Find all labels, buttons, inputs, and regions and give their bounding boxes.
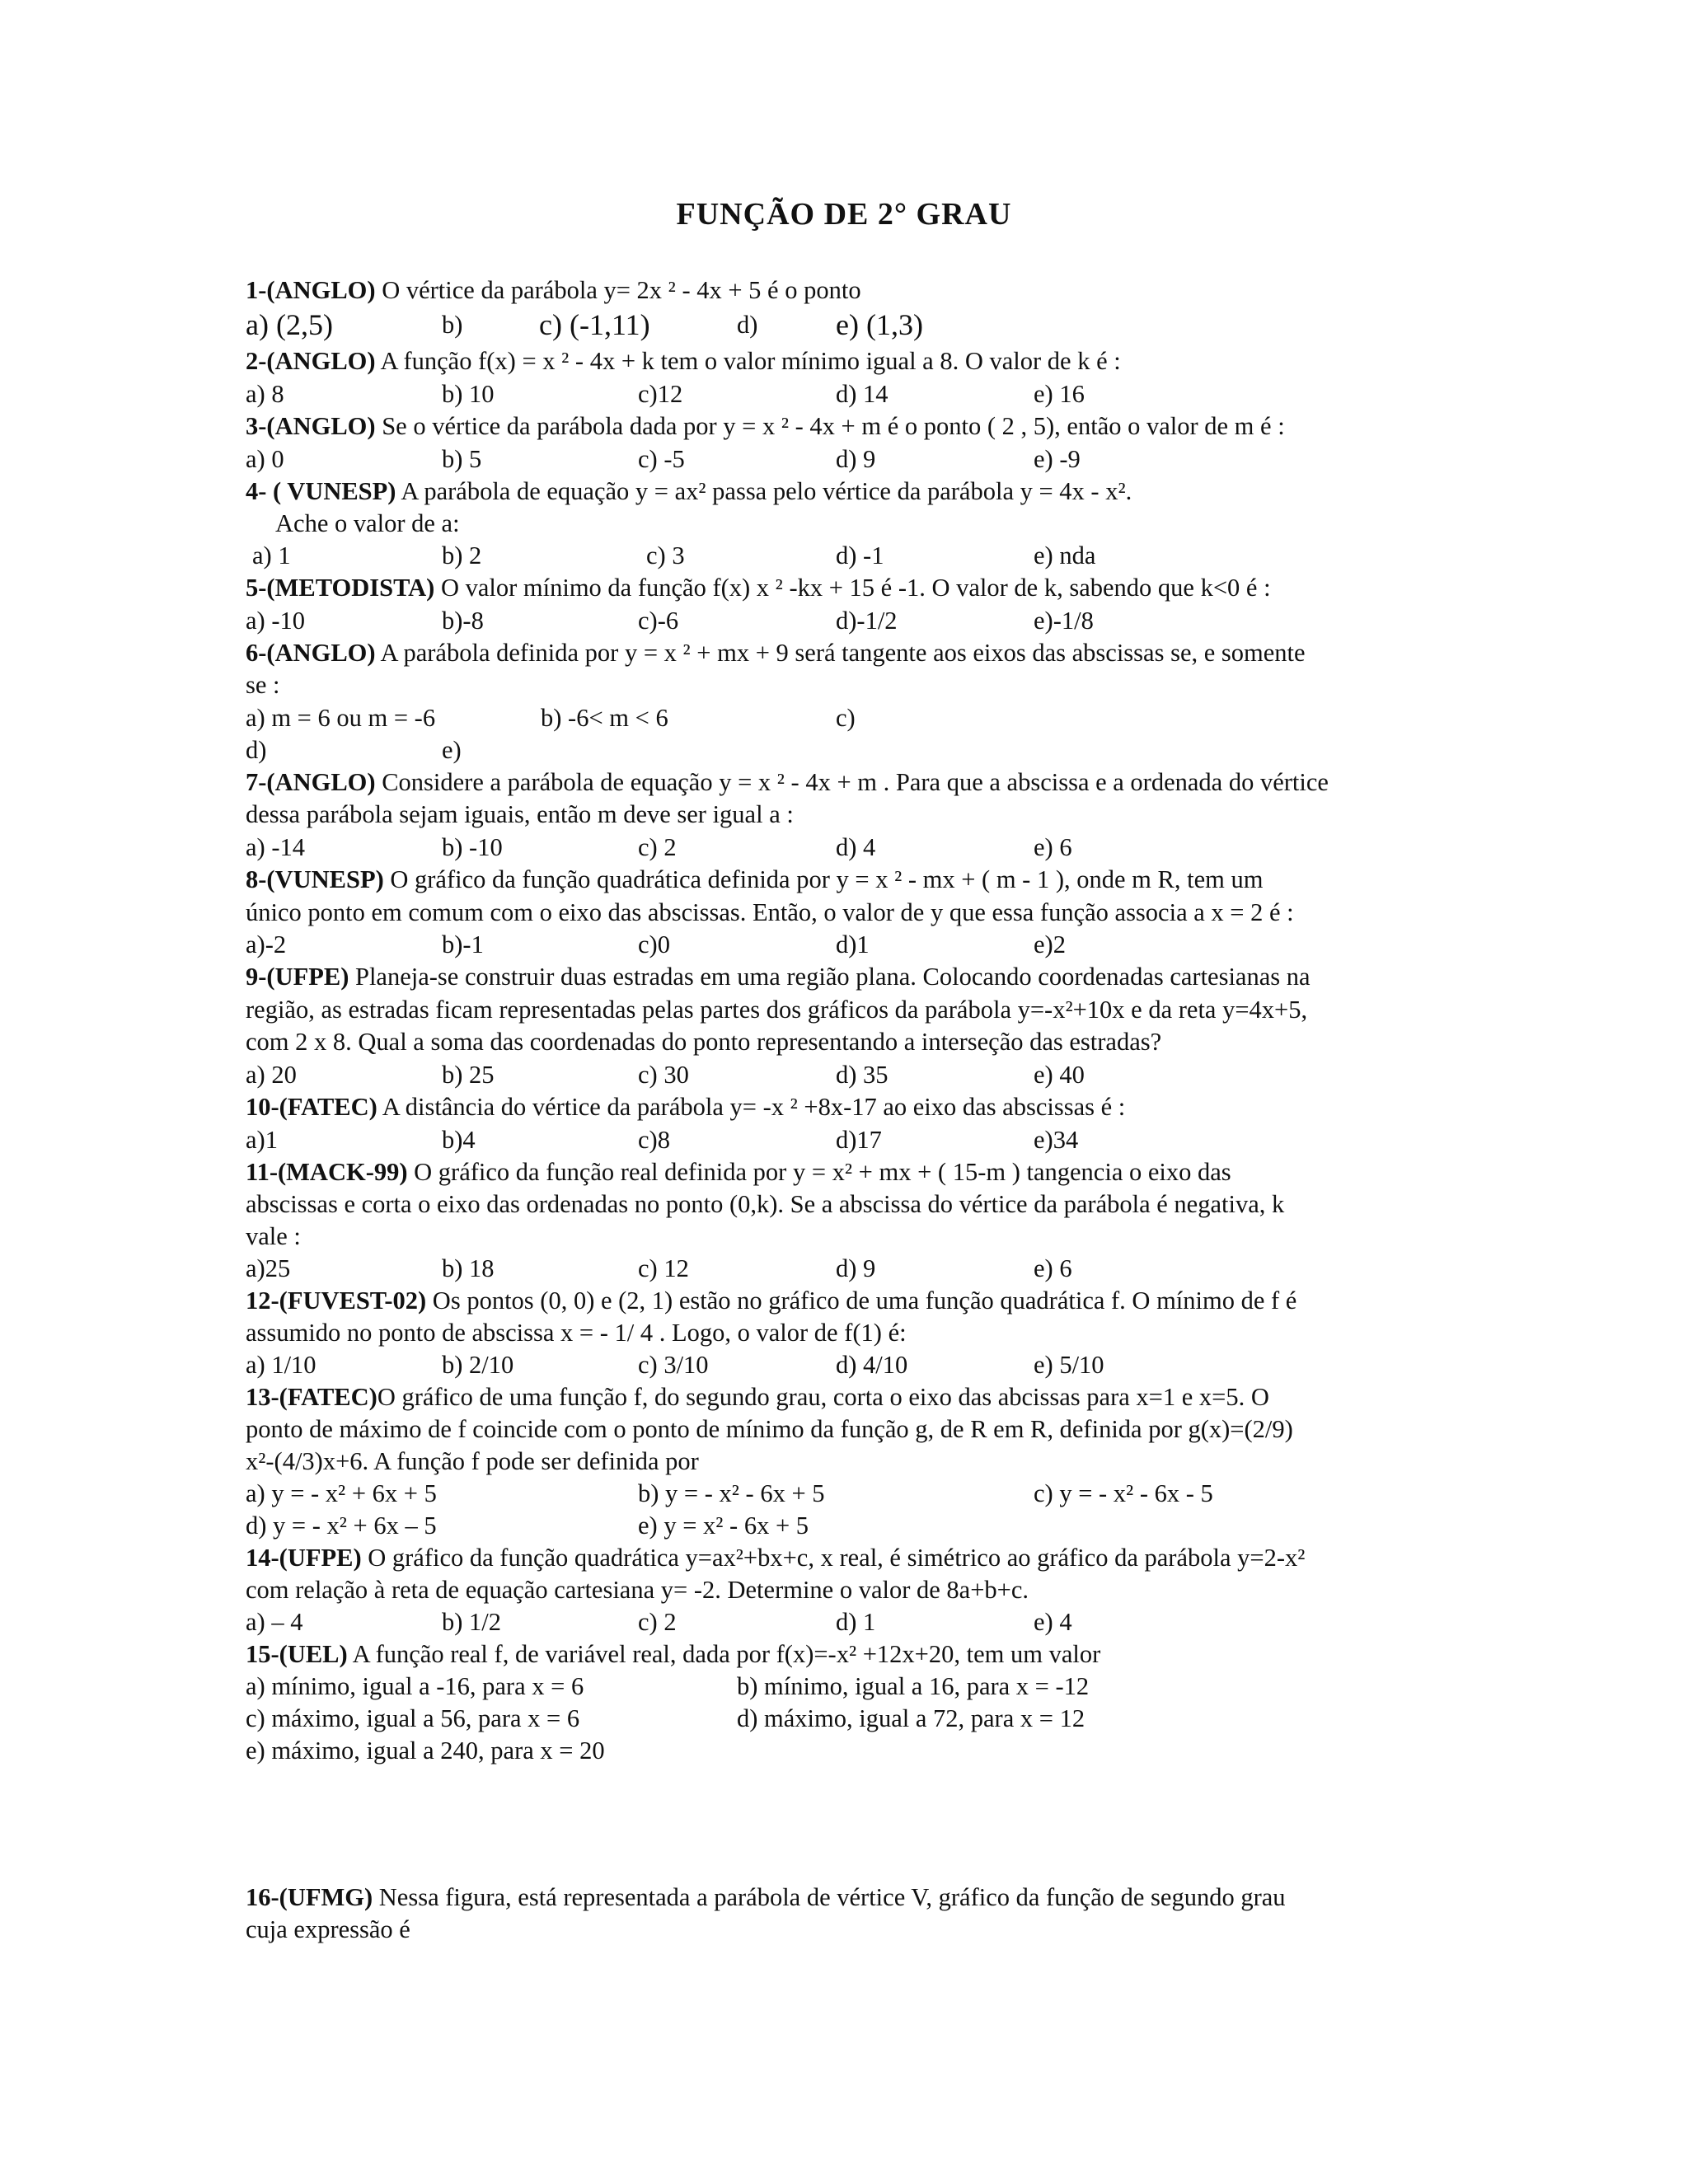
question-label: 10-(FATEC) — [246, 1093, 377, 1121]
option-d: d) — [737, 311, 758, 339]
option-d: d) 4 — [836, 833, 876, 861]
question-label: 14-(UFPE) — [246, 1544, 362, 1572]
question-text: Considere a parábola de equação y = x ² - 4x + m . Para que a abscissa e a ordenada do vértice — [375, 768, 1329, 796]
option-d: d)-1/2 — [836, 607, 898, 635]
question-13-line-3: x²-(4/3)x+6. A função f pode ser definida por — [246, 1447, 699, 1475]
question-text: A parábola definida por y = x ² + mx + 9 será tangente aos eixos das abscissas se, e somente — [375, 639, 1306, 667]
option-b: b) -10 — [442, 833, 503, 861]
question-text: O gráfico de uma função f, do segundo grau, corta o eixo das abcissas para x=1 e x=5. O — [377, 1383, 1269, 1411]
question-label: 9-(UFPE) — [246, 963, 349, 991]
question-7-line-2: dessa parábola sejam iguais, então m deve ser igual a : — [246, 800, 794, 828]
option-c: c) máximo, igual a 56, para x = 6 — [246, 1704, 580, 1732]
option-e: e) 5/10 — [1034, 1351, 1104, 1379]
question-9-line-3: com 2 x 8. Qual a soma das coordenadas do ponto representando a interseção das estradas? — [246, 1028, 1162, 1056]
option-a: a) 1/10 — [246, 1351, 316, 1379]
option-a: a) 8 — [246, 380, 284, 408]
option-e: e) y = x² - 6x + 5 — [638, 1511, 809, 1540]
page-title: FUNÇÃO DE 2° GRAU — [676, 197, 1012, 232]
option-e: e) 16 — [1034, 380, 1085, 408]
question-text: O gráfico da função quadrática definida por y = x ² - mx + ( m - 1 ), onde m R, tem um — [383, 865, 1264, 893]
option-b: b) y = - x² - 6x + 5 — [638, 1479, 825, 1507]
option-b: b)-1 — [442, 930, 484, 958]
option-b: b) 18 — [442, 1254, 495, 1282]
question-text: O gráfico da função quadrática y=ax²+bx+c, x real, é simétrico ao gráfico da parábola y=2-x² — [361, 1544, 1306, 1572]
question-7 — [246, 766, 1432, 798]
option-c: c) 12 — [638, 1254, 689, 1282]
option-a: a) (2,5) — [246, 308, 333, 341]
option-c: c) 30 — [638, 1061, 689, 1089]
option-d: d) — [246, 736, 267, 764]
question-4-line-2: Ache o valor de a: — [275, 509, 460, 537]
question-9-line-2: região, as estradas ficam representadas pelas partes dos gráficos da parábola y=-x²+10x e da reta y=4x+5, — [246, 996, 1308, 1024]
option-e: e) 6 — [1034, 833, 1072, 861]
question-label: 12-(FUVEST-02) — [246, 1286, 427, 1315]
question-13 — [246, 1381, 1432, 1413]
option-c: c) — [836, 704, 856, 732]
question-14-line-2: com relação à reta de equação cartesiana y= -2. Determine o valor de 8a+b+c. — [246, 1576, 1029, 1604]
question-2 — [246, 345, 1432, 377]
option-e: e) (1,3) — [836, 308, 923, 341]
option-b: b) 25 — [442, 1061, 495, 1089]
question-text: A distância do vértice da parábola y= -x ² +8x-17 ao eixo das abscissas é : — [377, 1093, 1126, 1121]
option-c: c)-6 — [638, 607, 679, 635]
option-b: b) -6< m < 6 — [541, 704, 668, 732]
question-12 — [246, 1285, 1432, 1316]
question-1 — [246, 274, 1432, 306]
option-e: e)-1/8 — [1034, 607, 1094, 635]
option-e: e) nda — [1034, 541, 1096, 569]
question-text: O gráfico da função real definida por y = x² + mx + ( 15-m ) tangencia o eixo das — [407, 1158, 1231, 1186]
option-a: a) 20 — [246, 1061, 297, 1089]
question-label: 13-(FATEC) — [246, 1383, 377, 1411]
question-text: Os pontos (0, 0) e (2, 1) estão no gráfico de uma função quadrática f. O mínimo de f é — [426, 1286, 1297, 1315]
question-4 — [246, 476, 1432, 507]
question-9 — [246, 961, 1432, 992]
question-label: 6-(ANGLO) — [246, 639, 376, 667]
question-label: 11-(MACK-99) — [246, 1158, 408, 1186]
option-b: b) 2 — [442, 541, 482, 569]
option-a: a)25 — [246, 1254, 291, 1282]
option-c: c) 3 — [646, 541, 685, 569]
option-e: e) -9 — [1034, 445, 1081, 473]
option-c: c) 3/10 — [638, 1351, 709, 1379]
question-14 — [246, 1542, 1432, 1573]
option-d: d) 14 — [836, 380, 889, 408]
question-8 — [246, 864, 1432, 895]
option-a: a) m = 6 ou m = -6 — [246, 704, 436, 732]
question-text: A função real f, de variável real, dada por f(x)=-x² +12x+20, tem um valor — [347, 1640, 1101, 1668]
question-5 — [246, 572, 1432, 603]
question-label: 3-(ANGLO) — [246, 412, 376, 440]
question-label: 7-(ANGLO) — [246, 768, 376, 796]
question-label: 2-(ANGLO) — [246, 347, 376, 375]
option-d: d) 4/10 — [836, 1351, 908, 1379]
option-b: b) 5 — [442, 445, 482, 473]
option-a: a) – 4 — [246, 1608, 303, 1636]
question-16 — [246, 1882, 1432, 1913]
option-c: c)12 — [638, 380, 683, 408]
option-c: c)8 — [638, 1126, 670, 1154]
option-a: a) y = - x² + 6x + 5 — [246, 1479, 437, 1507]
question-label: 4- ( VUNESP) — [246, 477, 396, 505]
option-e: e) 4 — [1034, 1608, 1072, 1636]
option-d: d) y = - x² + 6x – 5 — [246, 1511, 437, 1540]
option-a: a)-2 — [246, 930, 287, 958]
question-12-line-2: assumido no ponto de abscissa x = - 1/ 4 . Logo, o valor de f(1) é: — [246, 1319, 907, 1347]
option-d: d) 35 — [836, 1061, 889, 1089]
option-b: b) 2/10 — [442, 1351, 514, 1379]
option-a: a) mínimo, igual a -16, para x = 6 — [246, 1672, 584, 1700]
option-a: a)1 — [246, 1126, 278, 1154]
question-10 — [246, 1091, 1432, 1122]
option-d: d) -1 — [836, 541, 884, 569]
option-e: e)2 — [1034, 930, 1066, 958]
option-c: c) y = - x² - 6x - 5 — [1034, 1479, 1213, 1507]
question-11-line-3: vale : — [246, 1222, 301, 1250]
option-a: a) 1 — [252, 541, 291, 569]
question-8-line-2: único ponto em comum com o eixo das abscissas. Então, o valor de y que essa função associa a x = 2 é : — [246, 898, 1294, 926]
question-6 — [246, 637, 1432, 668]
option-e: e) máximo, igual a 240, para x = 20 — [246, 1736, 605, 1765]
question-11 — [246, 1156, 1432, 1188]
option-d: d) máximo, igual a 72, para x = 12 — [737, 1704, 1085, 1732]
question-3 — [246, 410, 1432, 442]
option-a: a) -10 — [246, 607, 305, 635]
question-text: Se o vértice da parábola dada por y = x ² - 4x + m é o ponto ( 2 , 5), então o valor de m é : — [375, 412, 1285, 440]
question-text: Planeja-se construir duas estradas em uma região plana. Colocando coordenadas cartesianas na — [349, 963, 1311, 991]
option-e: e)34 — [1034, 1126, 1079, 1154]
option-e: e) 40 — [1034, 1061, 1085, 1089]
question-label: 16-(UFMG) — [246, 1883, 373, 1911]
option-a: a) 0 — [246, 445, 284, 473]
question-16-line-2: cuja expressão é — [246, 1915, 410, 1943]
option-e: e) — [442, 736, 462, 764]
question-13-line-2: ponto de máximo de f coincide com o ponto de mínimo da função g, de R em R, definida por g(x)=(2/9) — [246, 1415, 1293, 1443]
option-c: c) 2 — [638, 833, 677, 861]
question-label: 5-(METODISTA) — [246, 574, 435, 602]
option-b: b) 10 — [442, 380, 495, 408]
question-text: A função f(x) = x ² - 4x + k tem o valor mínimo igual a 8. O valor de k é : — [375, 347, 1121, 375]
question-15 — [246, 1638, 1432, 1670]
option-b: b) — [442, 311, 463, 339]
question-text: A parábola de equação y = ax² passa pelo vértice da parábola y = 4x - x². — [396, 477, 1132, 505]
question-label: 1-(ANGLO) — [246, 276, 376, 304]
option-d: d) 9 — [836, 445, 876, 473]
option-b: b) 1/2 — [442, 1608, 502, 1636]
option-d: d) 1 — [836, 1608, 876, 1636]
option-b: b) mínimo, igual a 16, para x = -12 — [737, 1672, 1090, 1700]
option-d: d)1 — [836, 930, 870, 958]
question-11-line-2: abscissas e corta o eixo das ordenadas no ponto (0,k). Se a abscissa do vértice da parábola é negativa, k — [246, 1190, 1285, 1218]
question-label: 15-(UEL) — [246, 1640, 348, 1668]
option-c: c)0 — [638, 930, 670, 958]
question-6-line-2: se : — [246, 671, 280, 699]
option-d: d)17 — [836, 1126, 882, 1154]
option-c: c) 2 — [638, 1608, 677, 1636]
option-c: c) -5 — [638, 445, 685, 473]
question-text: O vértice da parábola y= 2x ² - 4x + 5 é o ponto — [375, 276, 861, 304]
question-label: 8-(VUNESP) — [246, 865, 384, 893]
question-text: Nessa figura, está representada a parábola de vértice V, gráfico da função de segundo grau — [373, 1883, 1286, 1911]
option-b: b)4 — [442, 1126, 476, 1154]
option-b: b)-8 — [442, 607, 484, 635]
option-e: e) 6 — [1034, 1254, 1072, 1282]
question-text: O valor mínimo da função f(x) x ² -kx + 15 é -1. O valor de k, sabendo que k<0 é : — [434, 574, 1271, 602]
option-a: a) -14 — [246, 833, 305, 861]
option-d: d) 9 — [836, 1254, 876, 1282]
option-c: c) (-1,11) — [539, 308, 650, 341]
